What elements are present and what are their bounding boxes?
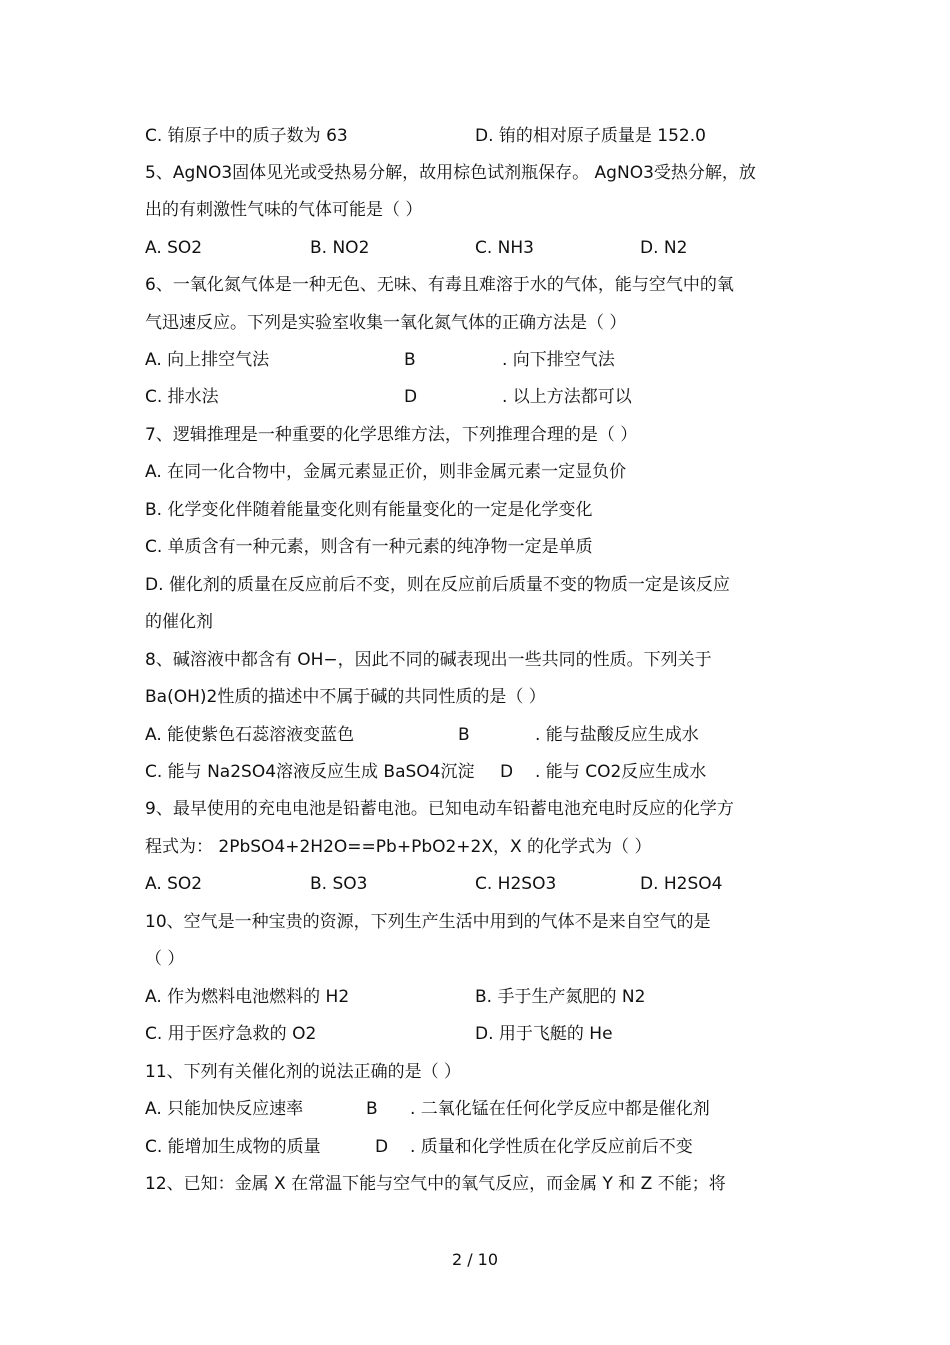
option-b-letter: B [458, 725, 470, 745]
option-d-text: . 质量和化学性质在化学反应前后不变 [410, 1137, 693, 1157]
option-b-text: . 能与盐酸反应生成水 [535, 725, 699, 745]
option-d-text: . 以上方法都可以 [502, 387, 632, 407]
option-a: A. 在同一化合物中，金属元素显正价，则非金属元素一定显负价 [145, 462, 627, 482]
question-line: Ba(OH)2性质的描述中不属于碱的共同性质的是（ ） [145, 687, 546, 707]
option-b: B. SO3 [310, 874, 368, 894]
option-b-text: . 向下排空气法 [502, 350, 615, 370]
question-line: 10、空气是一种宝贵的资源，下列生产生活中用到的气体不是来自空气的是 [145, 912, 711, 932]
option-c: C. NH3 [475, 238, 534, 258]
option-c: C. 用于医疗急救的 O2 [145, 1024, 317, 1044]
question-line: 12、已知：金属 X 在常温下能与空气中的氧气反应，而金属 Y 和 Z 不能；将 [145, 1174, 726, 1194]
option-b-letter: B [404, 350, 416, 370]
option-d: D. N2 [640, 238, 688, 258]
option-a: A. SO2 [145, 238, 203, 258]
question-line: 气迅速反应。下列是实验室收集一氧化氮气体的正确方法是（ ） [145, 313, 627, 333]
option-b-letter: B [366, 1099, 378, 1119]
question-line: 程式为： 2PbSO4+2H2O==Pb+PbO2+2X，X 的化学式为（ ） [145, 837, 652, 857]
option-b: B. NO2 [310, 238, 370, 258]
option-c: C. H2SO3 [475, 874, 557, 894]
option-a: A. 作为燃料电池燃料的 H2 [145, 987, 350, 1007]
option-d: D. 铕的相对原子质量是 152.0 [475, 126, 706, 146]
question-line: 11、下列有关催化剂的说法正确的是（ ） [145, 1062, 462, 1082]
option-c: C. 能与 Na2SO4溶液反应生成 BaSO4沉淀 [145, 762, 475, 782]
option-d-cont: 的催化剂 [145, 612, 213, 632]
option-d-text: . 能与 CO2反应生成水 [535, 762, 707, 782]
question-line: 6、一氧化氮气体是一种无色、无味、有毒且难溶于水的气体，能与空气中的氧 [145, 275, 734, 295]
option-a: A. 能使紫色石蕊溶液变蓝色 [145, 725, 355, 745]
option-d-letter: D [404, 387, 418, 407]
option-a: A. 只能加快反应速率 [145, 1099, 304, 1119]
question-line: 5、AgNO3固体见光或受热易分解，故用棕色试剂瓶保存。 AgNO3受热分解，放 [145, 163, 756, 183]
option-c: C. 排水法 [145, 387, 219, 407]
option-b-text: . 二氧化锰在任何化学反应中都是催化剂 [410, 1099, 710, 1119]
option-b: B. 手于生产氮肥的 N2 [475, 987, 646, 1007]
question-line: 9、最早使用的充电电池是铅蓄电池。已知电动车铅蓄电池充电时反应的化学方 [145, 799, 734, 819]
question-line: 7、逻辑推理是一种重要的化学思维方法，下列推理合理的是（ ） [145, 425, 638, 445]
option-d: D. 催化剂的质量在反应前后不变，则在反应前后质量不变的物质一定是该反应 [145, 575, 730, 595]
option-a: A. 向上排空气法 [145, 350, 270, 370]
question-line: （ ） [145, 949, 185, 969]
option-c: C. 铕原子中的质子数为 63 [145, 126, 348, 146]
page-number: 2 / 10 [451, 1250, 499, 1269]
option-d-letter: D [500, 762, 514, 782]
option-c: C. 能增加生成物的质量 [145, 1137, 321, 1157]
option-c: C. 单质含有一种元素，则含有一种元素的纯净物一定是单质 [145, 537, 593, 557]
question-line: 出的有刺激性气味的气体可能是（ ） [145, 200, 423, 220]
option-d: D. H2SO4 [640, 874, 723, 894]
option-d: D. 用于飞艇的 He [475, 1024, 613, 1044]
option-d-letter: D [375, 1137, 389, 1157]
option-a: A. SO2 [145, 874, 203, 894]
option-b: B. 化学变化伴随着能量变化则有能量变化的一定是化学变化 [145, 500, 593, 520]
question-line: 8、碱溶液中都含有 OH−，因此不同的碱表现出一些共同的性质。下列关于 [145, 650, 712, 670]
